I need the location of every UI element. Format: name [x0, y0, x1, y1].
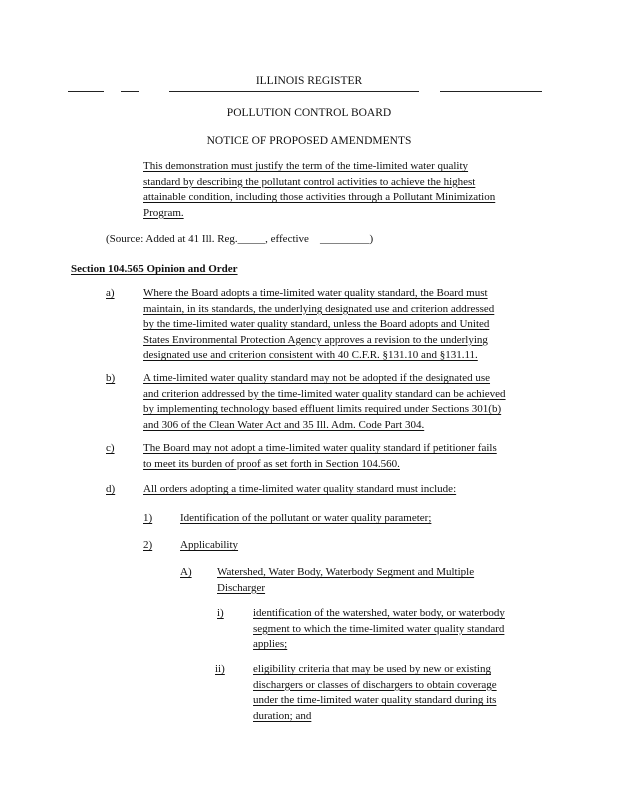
item-d2-text: Applicability: [180, 539, 239, 551]
source-blank-1: _____: [237, 233, 266, 245]
item-a-line-2: maintain, in its standards, the underlying designated use and criterion addressed: [143, 302, 495, 315]
item-b-line-2: and criterion addressed by the time-limited water quality standard can be achieved: [143, 387, 506, 400]
item-b-line-3: by implementing technology based effluent limits required under Sections 301(b): [143, 403, 502, 415]
item-a-text: [143, 286, 543, 364]
item-d2Ai-line-1: identification of the watershed, water body, or waterbody: [253, 607, 505, 619]
source-middle: , effective: [265, 233, 309, 245]
item-a-label: a): [106, 287, 115, 299]
section-heading: Section 104.565 Opinion and Order: [71, 263, 238, 275]
header-rule-right: [440, 91, 542, 92]
item-d-line-1: All orders adopting a time-limited water quality standard must include:: [143, 483, 457, 495]
notice-title: NOTICE OF PROPOSED AMENDMENTS: [206, 135, 412, 147]
item-a-line-3: by the time-limited water quality standard, unless the Board adopts and United: [143, 318, 490, 330]
item-d2A-text: [217, 565, 537, 596]
item-d2Ai-line-3: applies;: [253, 638, 288, 650]
item-d2Aii-text: [253, 662, 543, 724]
item-d2-label: 2): [143, 539, 153, 551]
item-b-line-4: and 306 of the Clean Water Act and 35 Ill. Adm. Code Part 304.: [143, 418, 425, 431]
item-d2Ai-text: [253, 606, 543, 653]
item-b-line-1: A time-limited water quality standard may not be adopted if the designated use: [143, 372, 491, 384]
board-title: POLLUTION CONTROL BOARD: [226, 107, 392, 119]
intro-paragraph: [143, 159, 543, 221]
source-prefix: (Source: Added at 41 Ill. Reg.: [106, 233, 238, 245]
item-d1-label: 1): [143, 512, 153, 524]
item-d2Aii-label: ii): [215, 663, 225, 675]
intro-line-1: This demonstration must justify the term of the time-limited water quality: [143, 160, 469, 172]
item-d2A-line-1: Watershed, Water Body, Waterbody Segment and Multiple: [217, 566, 475, 578]
item-d2Aii-line-2: dischargers or classes of dischargers to obtain coverage: [253, 678, 497, 691]
item-d2A-line-2: Discharger: [217, 581, 266, 594]
register-title: ILLINOIS REGISTER: [255, 75, 363, 87]
intro-line-2: standard by describing the pollutant control activities to achieve the highest: [143, 175, 476, 188]
item-a-line-4: States Environmental Protection Agency approves a revision to the underlying: [143, 333, 488, 346]
intro-line-3: attainable condition, including those activities through a Pollutant Minimization: [143, 191, 496, 203]
item-d2A-label: A): [180, 566, 192, 578]
item-d1-text: Identification of the pollutant or water quality parameter;: [180, 512, 432, 524]
intro-line-4: Program.: [143, 206, 184, 219]
header-rule-left-1: [68, 91, 104, 92]
source-suffix: ): [369, 233, 374, 245]
source-blank-2: _________: [319, 233, 370, 245]
item-b-text: [143, 371, 543, 433]
item-d2Aii-line-4: duration; and: [253, 709, 312, 722]
header-rule-left-2: [121, 91, 139, 92]
item-d-label: d): [106, 483, 116, 495]
item-a-line-1: Where the Board adopts a time-limited water quality standard, the Board must: [143, 287, 488, 299]
item-d2Ai-line-2: segment to which the time-limited water quality standard: [253, 622, 505, 635]
item-d2Aii-line-1: eligibility criteria that may be used by new or existing: [253, 663, 491, 675]
source-line: [106, 232, 373, 246]
item-c-line-2: to meet its burden of proof as set forth in Section 104.560.: [143, 457, 400, 470]
item-b-label: b): [106, 372, 116, 384]
item-c-label: c): [106, 442, 115, 454]
item-a-line-5: designated use and criterion consistent with 40 C.F.R. §131.10 and §131.11.: [143, 349, 478, 361]
item-d2Ai-label: i): [217, 607, 224, 619]
item-d2Aii-line-3: under the time-limited water quality standard during its: [253, 694, 497, 706]
header-rule-left-3: [169, 91, 419, 92]
item-d-text: [143, 482, 543, 498]
item-c-text: [143, 441, 543, 472]
item-c-line-1: The Board may not adopt a time-limited water quality standard if petitioner fails: [143, 442, 497, 454]
